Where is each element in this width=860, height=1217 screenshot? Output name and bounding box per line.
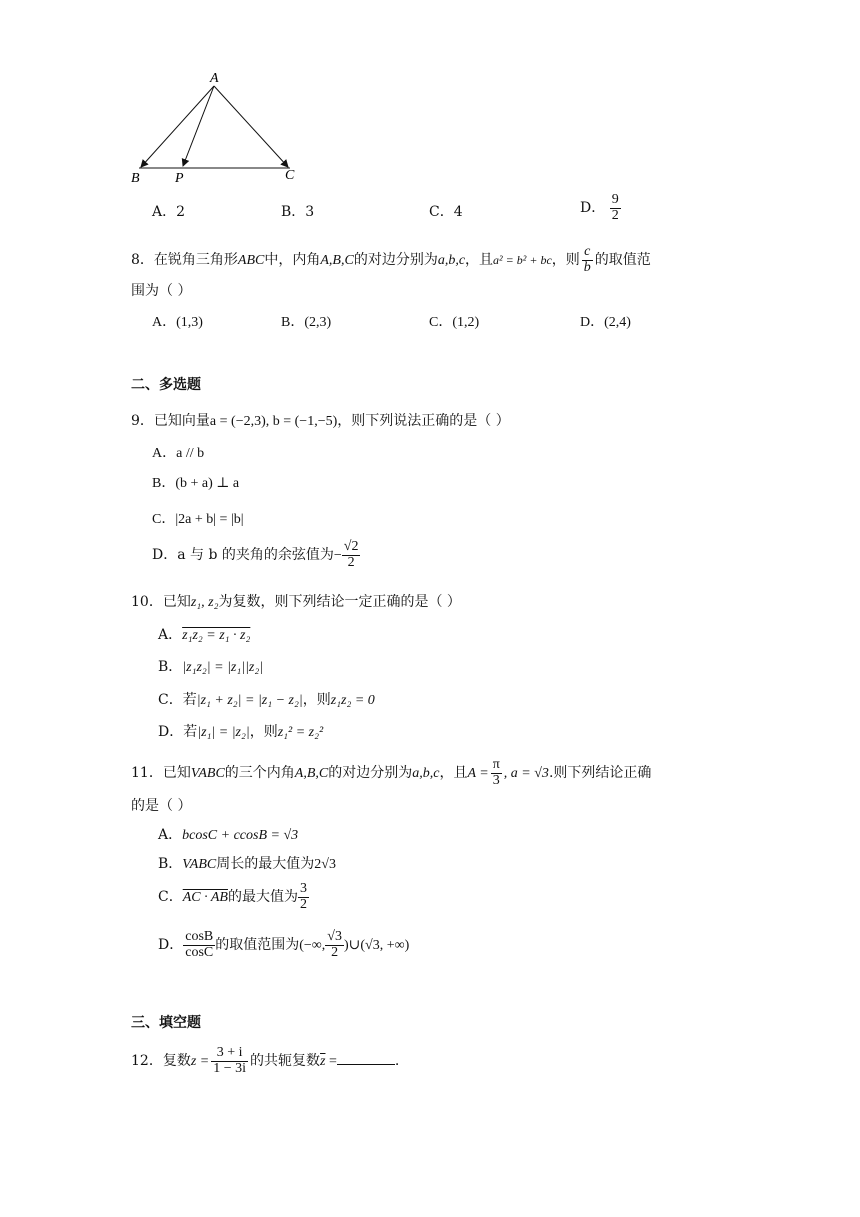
q8-option-d: D．(2,4) xyxy=(580,315,631,330)
q10-option-a-math: z₁z₂ = z₁ · z₂ xyxy=(182,628,251,643)
q7-option-d xyxy=(580,193,621,223)
q10-option-d xyxy=(158,721,323,741)
q12-z-eq: z = xyxy=(190,1054,210,1070)
q11-text: .则下列结论正确 xyxy=(548,765,652,782)
fraction-num: 3 + i xyxy=(211,1046,248,1062)
q8-text: 的对边分别为 xyxy=(353,252,438,269)
label-p: P xyxy=(175,171,184,186)
q9-option-d xyxy=(152,540,360,570)
q7-option-d-label: D． xyxy=(580,200,606,217)
q7-option-d-fraction xyxy=(610,193,621,223)
q11-option-c xyxy=(158,882,309,912)
q11-range-part2: )∪(√3, +∞) xyxy=(343,938,410,954)
q8-sides: a,b,c xyxy=(437,253,466,269)
q11-option-c-fraction xyxy=(298,882,309,912)
q11-stem-line1 xyxy=(131,758,651,788)
minus-sign: − xyxy=(333,548,342,564)
q12-period: . xyxy=(394,1053,400,1070)
q11-text: 的对边分别为 xyxy=(328,765,413,782)
q8-stem-line1 xyxy=(131,245,651,275)
option-label: D．若 xyxy=(158,724,198,740)
q11-angles: A,B,C xyxy=(294,766,329,782)
q11-side-eq: , a = √3 xyxy=(503,766,549,782)
q11-option-c-math: AC · AB xyxy=(182,890,228,906)
q12-eq: = xyxy=(325,1054,337,1070)
q8-option-c: C．(1,2) xyxy=(429,315,480,330)
option-label: C．若 xyxy=(158,692,197,708)
q9-option-d-text: D．a 与 b 的夹角的余弦值为 xyxy=(152,547,334,564)
q12-text: 的共轭复数 xyxy=(250,1053,321,1070)
fraction-den: 1 − 3i xyxy=(213,1060,247,1076)
option-label: A． xyxy=(158,827,183,843)
q10-text: 为复数，则下列结论一定正确的是（ ） xyxy=(218,594,461,610)
label-c: C xyxy=(285,168,295,183)
q11-triangle: VABC xyxy=(182,857,217,872)
q8-text: ，且 xyxy=(465,252,494,269)
vector-ab xyxy=(141,86,214,167)
q9-option-c: C．|2a + b| = |b| xyxy=(152,512,244,527)
label-b: B xyxy=(131,171,140,186)
q8-text: 中，内角 xyxy=(264,252,321,269)
q11-option-d xyxy=(158,930,409,960)
q7-option-a: A．2 xyxy=(152,204,186,220)
q10-option-c-math: |z₁ + z₂| = |z₁ − z₂| xyxy=(196,693,303,708)
fraction-num: √3 xyxy=(327,929,342,944)
q9-option-b: B．(b + a) ⊥ a xyxy=(152,476,240,491)
answer-blank[interactable] xyxy=(337,1052,395,1065)
q10-option-b xyxy=(158,656,263,676)
q11-option-b xyxy=(158,853,336,873)
label-a: A xyxy=(210,71,219,86)
fraction-num: cosB xyxy=(185,929,214,944)
option-label: D． xyxy=(158,937,184,954)
fraction-den: 3 xyxy=(492,772,500,788)
option-label: B． xyxy=(158,659,183,675)
q11-triangle: VABC xyxy=(190,766,225,782)
q9-vectors: a = (−2,3), b = (−1,−5) xyxy=(209,414,338,429)
section-title-fill-blank: 三、填空题 xyxy=(131,1015,201,1031)
q10-option-a xyxy=(158,624,250,644)
fraction-den: 2 xyxy=(611,207,619,223)
fraction-num: √2 xyxy=(343,539,359,554)
q11-text: 的三个内角 xyxy=(224,765,295,782)
q11-range-part1: (−∞, xyxy=(299,938,326,954)
triangle-figure xyxy=(125,68,305,188)
q11-text: 11．已知 xyxy=(131,765,191,782)
q12-fraction xyxy=(211,1046,248,1076)
option-label: C． xyxy=(158,889,183,906)
q11-text: 周长的最大值为 xyxy=(216,856,315,872)
fraction-num: c xyxy=(582,245,593,261)
q10-option-d-math: |z₁| = |z₂| xyxy=(197,725,250,740)
q12-stem xyxy=(131,1046,399,1076)
q10-stem xyxy=(131,591,461,611)
q11-option-d-fraction xyxy=(183,930,215,960)
q11-option-a-math: bcosC + ccosB = √3 xyxy=(182,828,299,843)
q11-text: 的最大值为 xyxy=(227,889,298,906)
q10-text: ，则 xyxy=(249,724,278,740)
q9-option-d-fraction xyxy=(342,540,361,570)
q10-option-c-math2: z₁z₂ = 0 xyxy=(330,693,375,708)
q9-text: ，则下列说法正确的是（ ） xyxy=(337,413,510,429)
q11-text: 的取值范围为 xyxy=(215,937,300,954)
option-label: B． xyxy=(158,856,183,872)
option-label: A． xyxy=(158,627,183,643)
fraction-den: cosC xyxy=(185,944,214,960)
q10-option-b-math: |z₁z₂| = |z₁||z₂| xyxy=(182,660,264,675)
fraction-den: 2 xyxy=(331,944,339,960)
fraction-num: 9 xyxy=(611,192,619,207)
fraction-den: b xyxy=(583,259,591,275)
q12-zbar: $\overline{z}$ xyxy=(320,1054,326,1070)
q8-option-a: A．(1,3) xyxy=(152,315,203,330)
q8-angles: A,B,C xyxy=(320,253,354,269)
q11-option-a xyxy=(158,824,298,844)
q11-text: ，且 xyxy=(439,765,468,782)
fraction-den: 2 xyxy=(299,896,307,912)
q8-option-b: B．(2,3) xyxy=(281,315,332,330)
q8-text: 的取值范 xyxy=(594,252,651,269)
q9-text: 9．已知向量 xyxy=(131,413,210,429)
q8-text: ，则 xyxy=(551,252,580,269)
q10-text: ，则 xyxy=(302,692,331,708)
section-title-multi-choice: 二、多选题 xyxy=(131,377,201,393)
q11-pi-fraction xyxy=(491,758,502,788)
q7-option-b: B．3 xyxy=(281,204,315,220)
q11-option-b-math: 2√3 xyxy=(314,857,336,872)
q10-option-c xyxy=(158,689,375,709)
q10-vars: z₁, z₂ xyxy=(190,595,219,610)
q10-text: 10．已知 xyxy=(131,594,191,610)
q9-stem xyxy=(131,410,510,430)
fraction-den: 2 xyxy=(347,554,355,570)
q8-condition: a² = b² + bc xyxy=(493,253,552,268)
q11-a-eq: A = xyxy=(467,766,489,782)
q10-option-d-math2: z₁² = z₂² xyxy=(277,725,324,740)
q11-range-fraction xyxy=(325,930,344,960)
q11-stem-line2: 的是（ ） xyxy=(131,798,192,814)
q9-option-a: A．a // b xyxy=(152,446,205,461)
q8-stem-line2: 围为（ ） xyxy=(131,283,192,299)
q12-text: 12．复数 xyxy=(131,1053,191,1070)
q8-triangle: ABC xyxy=(237,253,265,269)
vector-ap xyxy=(183,86,214,166)
q11-sides: a,b,c xyxy=(412,766,440,782)
q7-option-c: C．4 xyxy=(429,204,463,220)
fraction-num: 3 xyxy=(299,881,307,896)
q8-fraction xyxy=(582,245,593,275)
q8-text: 8．在锐角三角形 xyxy=(131,252,238,269)
fraction-num: π xyxy=(492,757,500,772)
vector-ac xyxy=(214,86,288,167)
